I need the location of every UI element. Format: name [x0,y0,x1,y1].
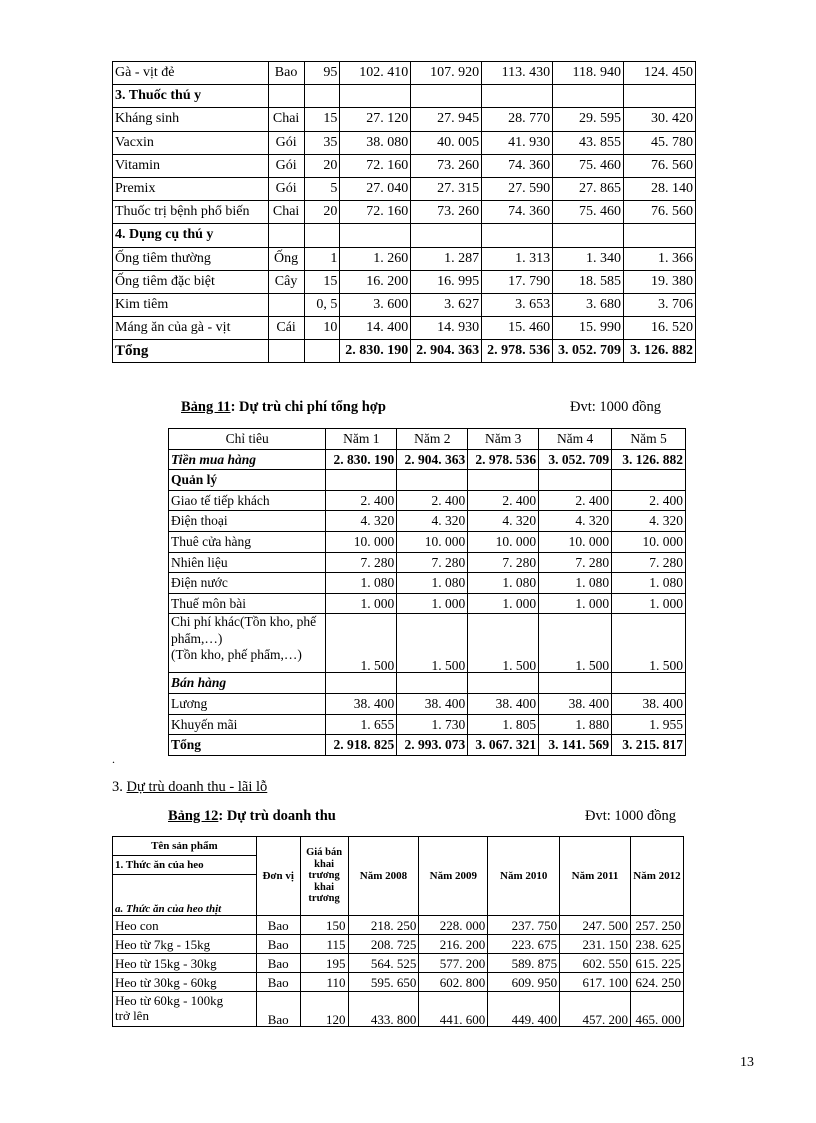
year-value: 18. 585 [553,270,624,293]
cost-value: 38. 400 [397,693,468,714]
revenue-value: 228. 000 [419,916,488,935]
table-row [169,714,686,735]
cost-value: 1. 080 [468,573,539,594]
section-row [113,85,696,108]
inventory-table [112,61,696,363]
table-row [169,573,686,594]
cost-value: 7. 280 [612,552,686,573]
item-unit [268,224,304,247]
cost-value: 1. 955 [612,714,686,735]
year-value: 3. 706 [624,293,696,316]
table-row [169,593,686,614]
year-value: 28. 140 [624,177,696,200]
cost-item-name: Tiền mua hàng [169,449,326,470]
cost-value: 1. 500 [397,614,468,673]
year-value: 76. 560 [624,154,696,177]
cost-summary-table [168,428,686,756]
cost-value: 2. 400 [468,490,539,511]
year-value: 113. 430 [482,62,553,85]
year-value: 72. 160 [340,201,411,224]
cost-value: 7. 280 [539,552,612,573]
revenue-value: 617. 100 [560,973,631,992]
item-unit: Chai [268,108,304,131]
revenue-value: 238. 625 [630,935,683,954]
table-11-caption [181,399,386,416]
section-3-number: 3. [112,779,127,795]
header-year-3: Năm 2010 [488,837,560,916]
year-value: 40. 005 [411,131,482,154]
year-value: 27. 590 [482,177,553,200]
revenue-value: 433. 800 [348,992,419,1027]
cost-value: 4. 320 [468,511,539,532]
cost-item-name: Lương [169,693,326,714]
item-name: Tổng [113,340,269,363]
header-year-1: Năm 2008 [348,837,419,916]
cost-value: 1. 000 [468,593,539,614]
cost-value: 1. 880 [539,714,612,735]
item-name: Ống tiêm đặc biệt [113,270,269,293]
cost-value: 1. 500 [326,614,397,673]
header-year: Năm 5 [612,429,686,450]
item-qty: 20 [304,201,340,224]
table-row [169,531,686,552]
item-qty: 10 [304,317,340,340]
year-value: 17. 790 [482,270,553,293]
cost-item-name: Thuê cửa hàng [169,531,326,552]
table-row [169,614,686,673]
header-indicator: Chỉ tiêu [169,429,326,450]
year-value: 118. 940 [553,62,624,85]
cost-value: 2. 904. 363 [397,449,468,470]
year-value: 15. 460 [482,317,553,340]
table-row [169,511,686,532]
year-value: 1. 287 [411,247,482,270]
cost-value: 7. 280 [468,552,539,573]
table-12-title: : Dự trù doanh thu [218,808,336,824]
cost-value: 10. 000 [539,531,612,552]
year-value: 27. 040 [340,177,411,200]
item-name: Premix [113,177,269,200]
cost-value: 10. 000 [326,531,397,552]
cost-value: 1. 080 [326,573,397,594]
year-value: 29. 595 [553,108,624,131]
revenue-value: 602. 550 [560,954,631,973]
cost-item-name: Thuế môn bài [169,593,326,614]
revenue-value: 231. 150 [560,935,631,954]
cost-value [397,673,468,694]
header-row [169,429,686,450]
year-value: 19. 380 [624,270,696,293]
year-value [411,85,482,108]
revenue-value: 465. 000 [630,992,683,1027]
product-name: Heo con [113,916,257,935]
year-value [553,85,624,108]
header-unit: Đơn vị [256,837,300,916]
item-name: Gà - vịt đẻ [113,62,269,85]
cost-value: 3. 141. 569 [539,735,612,756]
table-row [169,470,686,491]
year-value: 41. 930 [482,131,553,154]
product-unit: Bao [256,916,300,935]
product-name: Heo từ 60kg - 100kg trở lên [113,992,257,1027]
revenue-value: 449. 400 [488,992,560,1027]
cost-value: 2. 978. 536 [468,449,539,470]
table-12-unit: Đvt: 1000 đồng [585,808,677,824]
cost-value: 1. 000 [612,593,686,614]
item-unit: Chai [268,201,304,224]
revenue-value: 216. 200 [419,935,488,954]
cost-value [468,673,539,694]
year-value: 30. 420 [624,108,696,131]
cost-value: 2. 400 [326,490,397,511]
total-row [113,340,696,363]
cost-value: 3. 126. 882 [612,449,686,470]
table-row [113,201,696,224]
cost-value: 3. 052. 709 [539,449,612,470]
year-value: 16. 995 [411,270,482,293]
year-value: 38. 080 [340,131,411,154]
table-12-label: Bảng 12 [168,808,219,824]
cost-value: 2. 993. 073 [397,735,468,756]
product-name: Heo từ 30kg - 60kg [113,973,257,992]
item-unit: Gói [268,177,304,200]
table-row [169,449,686,470]
revenue-table [112,836,684,1027]
item-unit: Gói [268,154,304,177]
item-qty: 5 [304,177,340,200]
revenue-value: 441. 600 [419,992,488,1027]
year-value: 27. 315 [411,177,482,200]
year-value: 74. 360 [482,201,553,224]
revenue-value: 624. 250 [630,973,683,992]
product-unit: Bao [256,973,300,992]
year-value [340,85,411,108]
item-qty: 15 [304,270,340,293]
cost-value: 1. 080 [397,573,468,594]
year-value: 3. 653 [482,293,553,316]
revenue-value: 247. 500 [560,916,631,935]
revenue-value: 223. 675 [488,935,560,954]
table-row [113,62,696,85]
cost-value: 2. 400 [397,490,468,511]
cost-value: 4. 320 [326,511,397,532]
item-unit: Bao [268,62,304,85]
item-unit: Cây [268,270,304,293]
header-year-4: Năm 2011 [560,837,631,916]
item-name: 3. Thuốc thú y [113,85,269,108]
header-year: Năm 3 [468,429,539,450]
item-name: Vacxin [113,131,269,154]
section-3-title: Dự trù doanh thu - lãi lỗ [126,779,268,795]
year-value [482,85,553,108]
year-value: 2. 904. 363 [411,340,482,363]
revenue-value: 577. 200 [419,954,488,973]
year-value: 74. 360 [482,154,553,177]
year-value: 3. 126. 882 [624,340,696,363]
year-value: 76. 560 [624,201,696,224]
cost-value: 1. 080 [539,573,612,594]
cost-value: 2. 400 [539,490,612,511]
revenue-value: 257. 250 [630,916,683,935]
item-qty [304,340,340,363]
header-year-2: Năm 2009 [419,837,488,916]
cost-value: 4. 320 [612,511,686,532]
table-row [113,270,696,293]
cost-item-name: Quản lý [169,470,326,491]
cost-value [326,673,397,694]
year-value: 1. 366 [624,247,696,270]
item-qty: 20 [304,154,340,177]
year-value: 2. 830. 190 [340,340,411,363]
year-value: 27. 865 [553,177,624,200]
product-price: 150 [300,916,348,935]
revenue-value: 595. 650 [348,973,419,992]
revenue-value: 218. 250 [348,916,419,935]
cost-value: 10. 000 [468,531,539,552]
table-row [169,693,686,714]
year-value: 1. 313 [482,247,553,270]
cost-value: 1. 080 [612,573,686,594]
cost-item-name: Chi phí khác(Tồn kho, phế phẩm,…) (Tồn kho, phế phẩm,…) [169,614,326,673]
product-unit: Bao [256,935,300,954]
revenue-value: 589. 875 [488,954,560,973]
item-name: Kim tiêm [113,293,269,316]
year-value [411,224,482,247]
stray-dot: . [112,752,115,766]
item-qty [304,224,340,247]
year-value [553,224,624,247]
item-name: Ống tiêm thường [113,247,269,270]
item-unit [268,340,304,363]
year-value: 3. 627 [411,293,482,316]
year-value: 75. 460 [553,201,624,224]
year-value: 75. 460 [553,154,624,177]
cost-value: 7. 280 [326,552,397,573]
item-unit [268,85,304,108]
cost-value: 10. 000 [612,531,686,552]
table-row [113,154,696,177]
table-row [113,108,696,131]
year-value: 45. 780 [624,131,696,154]
table-row [113,992,684,1027]
table-row [169,490,686,511]
header-product: Tên sản phẩm [113,837,257,856]
cost-item-name: Tổng [169,735,326,756]
year-value [482,224,553,247]
cost-value: 38. 400 [468,693,539,714]
cost-value [397,470,468,491]
year-value: 73. 260 [411,201,482,224]
header-year: Năm 4 [539,429,612,450]
year-value: 27. 120 [340,108,411,131]
header-group: 1. Thức ăn của heo [113,856,257,875]
year-value: 15. 990 [553,317,624,340]
table-row [113,973,684,992]
item-unit [268,293,304,316]
cost-value: 1. 000 [326,593,397,614]
cost-value: 38. 400 [612,693,686,714]
product-name: Heo từ 7kg - 15kg [113,935,257,954]
header-year: Năm 1 [326,429,397,450]
year-value: 14. 930 [411,317,482,340]
year-value: 3. 680 [553,293,624,316]
cost-item-name: Nhiên liệu [169,552,326,573]
cost-value: 2. 400 [612,490,686,511]
cost-item-name: Khuyến mãi [169,714,326,735]
cost-item-name: Bán hàng [169,673,326,694]
header-year: Năm 2 [397,429,468,450]
table-row [113,293,696,316]
table-row [169,552,686,573]
year-value: 72. 160 [340,154,411,177]
year-value: 3. 600 [340,293,411,316]
year-value: 3. 052. 709 [553,340,624,363]
cost-value [326,470,397,491]
cost-item-name: Điện thoại [169,511,326,532]
item-unit: Ống [268,247,304,270]
product-unit: Bao [256,992,300,1027]
item-name: Máng ăn của gà - vịt [113,317,269,340]
item-name: Vitamin [113,154,269,177]
product-name: Heo từ 15kg - 30kg [113,954,257,973]
cost-value: 1. 000 [539,593,612,614]
cost-value: 3. 067. 321 [468,735,539,756]
year-value: 16. 200 [340,270,411,293]
cost-value: 38. 400 [326,693,397,714]
cost-value: 1. 500 [468,614,539,673]
year-value [624,224,696,247]
item-unit: Cái [268,317,304,340]
cost-value [612,470,686,491]
table-row [113,954,684,973]
cost-value: 10. 000 [397,531,468,552]
year-value: 16. 520 [624,317,696,340]
item-qty: 1 [304,247,340,270]
cost-value [612,673,686,694]
revenue-value: 615. 225 [630,954,683,973]
product-price: 195 [300,954,348,973]
cost-value: 3. 215. 817 [612,735,686,756]
cost-value: 2. 830. 190 [326,449,397,470]
item-unit: Gói [268,131,304,154]
table-row [113,916,684,935]
page-number: 13 [740,1055,754,1070]
product-price: 115 [300,935,348,954]
revenue-value: 457. 200 [560,992,631,1027]
year-value [340,224,411,247]
year-value: 102. 410 [340,62,411,85]
year-value: 2. 978. 536 [482,340,553,363]
cost-value: 1. 730 [397,714,468,735]
section-3-heading [112,779,267,796]
header-subgroup: a. Thức ăn của heo thịt [113,875,257,916]
year-value: 124. 450 [624,62,696,85]
cost-value: 2. 918. 825 [326,735,397,756]
item-name: Kháng sinh [113,108,269,131]
cost-value: 4. 320 [397,511,468,532]
table-11-label: Bảng 11 [181,399,231,415]
revenue-value: 237. 750 [488,916,560,935]
cost-value: 1. 655 [326,714,397,735]
cost-value: 1. 000 [397,593,468,614]
cost-item-name: Điện nước [169,573,326,594]
cost-value [539,470,612,491]
item-qty: 15 [304,108,340,131]
year-value: 14. 400 [340,317,411,340]
table-row [113,177,696,200]
revenue-value: 564. 525 [348,954,419,973]
cost-value: 7. 280 [397,552,468,573]
product-price: 120 [300,992,348,1027]
header-opening-price: Giá bán khai trương khai trương [300,837,348,916]
item-qty: 35 [304,131,340,154]
table-row [113,935,684,954]
table-row [169,673,686,694]
item-name: Thuốc trị bệnh phổ biến [113,201,269,224]
section-row [113,224,696,247]
table-12-caption [168,808,336,825]
cost-value: 1. 805 [468,714,539,735]
cost-value: 1. 500 [539,614,612,673]
year-value: 107. 920 [411,62,482,85]
cost-value: 38. 400 [539,693,612,714]
item-qty [304,85,340,108]
revenue-value: 609. 950 [488,973,560,992]
cost-value [468,470,539,491]
item-qty: 0, 5 [304,293,340,316]
revenue-value: 602. 800 [419,973,488,992]
year-value: 1. 340 [553,247,624,270]
cost-value: 1. 500 [612,614,686,673]
cost-value [539,673,612,694]
year-value: 28. 770 [482,108,553,131]
cost-value: 4. 320 [539,511,612,532]
product-unit: Bao [256,954,300,973]
product-price: 110 [300,973,348,992]
revenue-value: 208. 725 [348,935,419,954]
year-value: 27. 945 [411,108,482,131]
year-value [624,85,696,108]
table-11-unit: Đvt: 1000 đồng [570,399,662,415]
year-value: 73. 260 [411,154,482,177]
table-row [113,131,696,154]
table-row [113,247,696,270]
cost-item-name: Giao tế tiếp khách [169,490,326,511]
year-value: 1. 260 [340,247,411,270]
year-value: 43. 855 [553,131,624,154]
table-row [169,735,686,756]
item-qty: 95 [304,62,340,85]
item-name: 4. Dụng cụ thú y [113,224,269,247]
table-row [113,317,696,340]
header-year-5: Năm 2012 [630,837,683,916]
table-11-title: : Dự trù chi phí tổng hợp [230,399,386,415]
